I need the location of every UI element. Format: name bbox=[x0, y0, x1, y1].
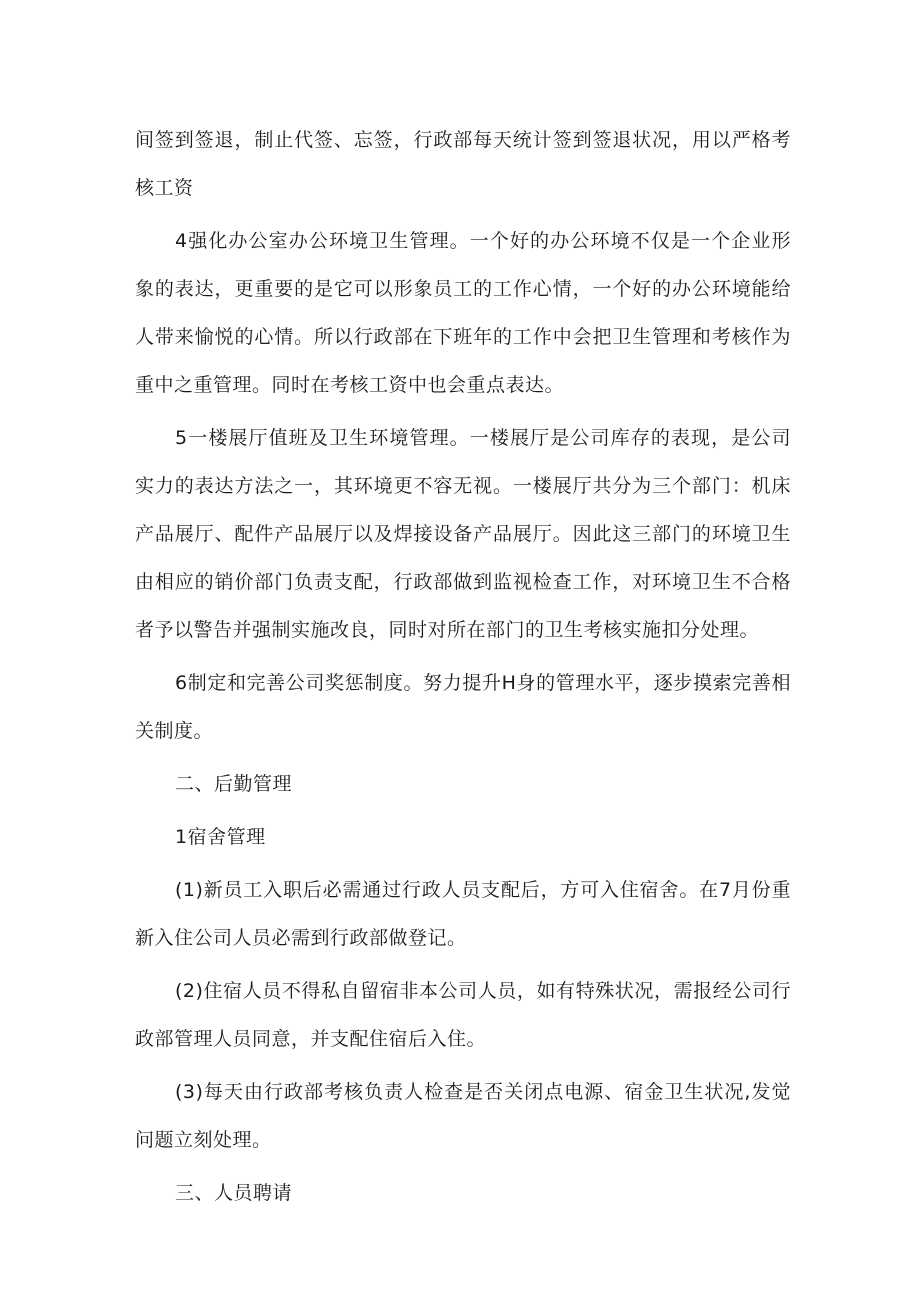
paragraph-attendance-continued: 间签到签退，制止代签、忘签，行政部每天统计签到签退状况，用以严格考核工资 bbox=[135, 129, 791, 199]
section-heading-recruitment: 三、人员聘请 bbox=[175, 1182, 293, 1204]
paragraph-dorm-rule-3: (3)每天由行政部考核负责人检查是否关闭点电源、宿金卫生状况,发觉问题立刻处理。 bbox=[135, 1081, 791, 1151]
paragraph-office-hygiene: 4强化办公室办公环境卫生管理。一个好的办公环境不仅是一个企业形象的表达，更重要的是它可以形象员工的工作心情，一个好的办公环境能给人带来愉悦的心情。所以行政部在下班年的工作中会把卫生管理和考核作为重中之重管理。同时在考核工资中也会重点表达。 bbox=[135, 230, 791, 396]
paragraph-dorm-rule-1: (1)新员工入职后必需通过行政人员支配后，方可入住宿舍。在7月份重新入住公司人员必需到行政部做登记。 bbox=[135, 879, 791, 949]
document-page bbox=[135, 116, 791, 1222]
paragraph-reward-system: 6制定和完善公司奖惩制度。努力提升H身的管理水平，逐步摸索完善相关制度。 bbox=[135, 672, 791, 742]
paragraph-dorm-rule-2: (2)住宿人员不得私自留宿非本公司人员，如有特殊状况，需报经公司行政部管理人员同意，并支配住宿后入住。 bbox=[135, 980, 791, 1050]
subsection-heading-dormitory: 1宿舍管理 bbox=[175, 826, 266, 848]
section-heading-logistics: 二、后勤管理 bbox=[175, 773, 293, 795]
paragraph-showroom-management: 5一楼展厅值班及卫生环境管理。一楼展厅是公司库存的表现，是公司实力的表达方法之一，其环境更不容无视。一楼展厅共分为三个部门：机床产品展厅、配件产品展厅以及焊接设备产品展厅。因此这三部门的环境卫生由相应的销价部门负责支配，行政部做到监视检查工作，对环境卫生不合格者予以警告并强制实施改良，同时对所在部门的卫生考核实施扣分处理。 bbox=[135, 427, 791, 641]
